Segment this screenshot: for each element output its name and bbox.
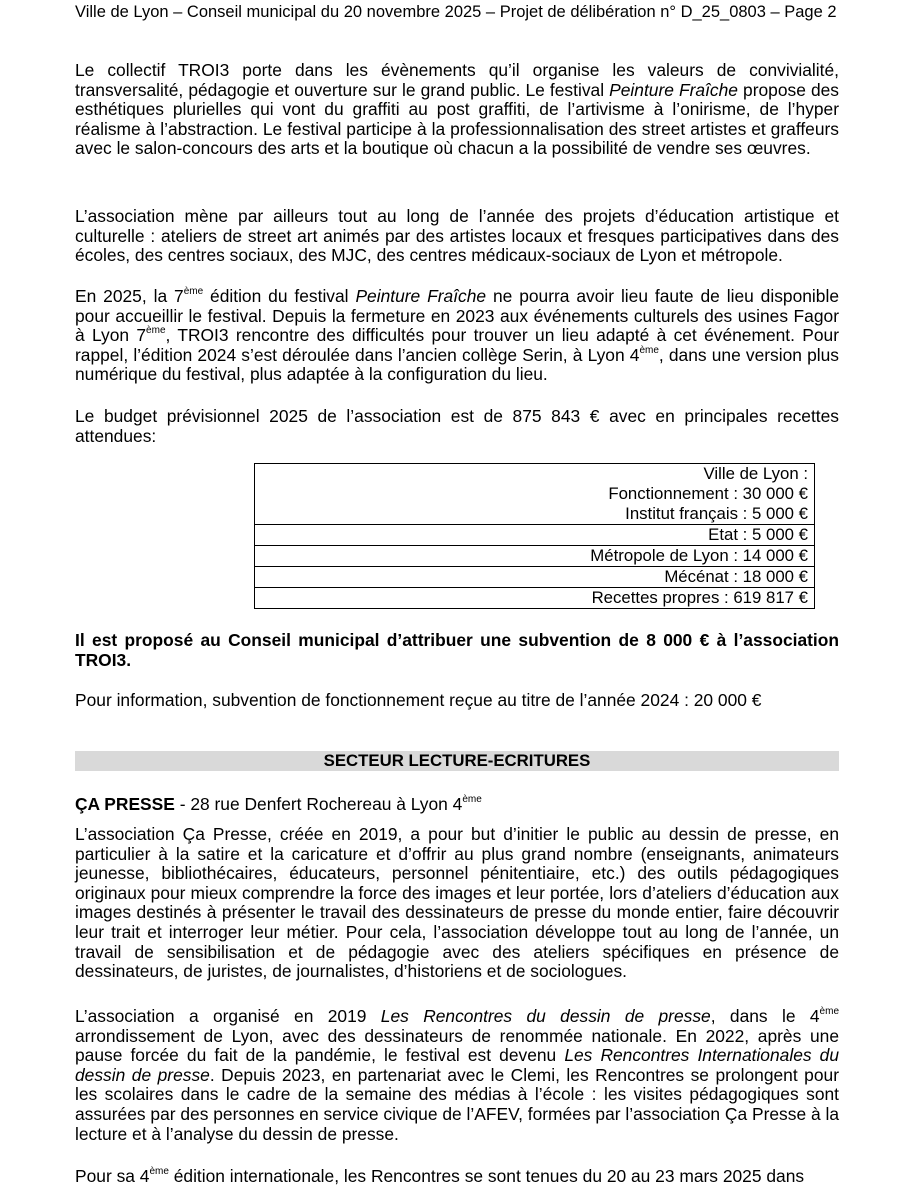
superscript: ème	[639, 344, 659, 356]
event-name: Les Rencontres Internationales du dessin de presse	[75, 1045, 839, 1085]
text: arrondissement de Lyon, avec des dessinateurs de renommée nationale. En 2022, après une pause forcée du fait de la pandémie, le festival est devenu	[75, 1025, 839, 1066]
text: En 2025, la 7	[75, 286, 184, 306]
superscript: ème	[183, 286, 204, 297]
text: , dans une version plus numérique du festival, plus adaptée à la configuration du lieu.	[75, 344, 839, 385]
text: propose des esthétiques plurielles qui vont du graffiti au post graffiti, de l’artivisme à l’onirisme, de l’hyper réalisme à l’abstraction. Le festival participe à la professionnalisation des street artistes et graffeurs avec le salon-concours des arts et la boutique où chacun a la possibilité de vendre ses œuvres.	[75, 79, 839, 159]
text: édition internationale, les Rencontres se sont tenues du 20 au 23 mars 2025 dans	[168, 1166, 805, 1186]
page-header: Ville de Lyon – Conseil municipal du 20 novembre 2025 – Projet de délibération n° D_25_0803 – Page 2	[75, 3, 837, 21]
text: Il est proposé au Conseil municipal d’attribuer une subvention de 8 000 € à l’association TROI3.	[75, 630, 839, 670]
text: Le collectif TROI3 porte dans les évènements qu’il organise les valeurs de convivialité, transversalité, pédagogie et ouverture sur le grand public. Le festival	[75, 60, 839, 100]
paragraph-education	[75, 207, 839, 266]
budget-row: Etat : 5 000 €	[255, 525, 815, 546]
association-address: - 28 rue Denfert Rochereau à Lyon 4	[174, 794, 463, 814]
superscript: ème	[149, 1166, 169, 1177]
budget-line: Ville de Lyon :	[703, 464, 808, 483]
proposal-paragraph	[75, 631, 839, 670]
superscript: ème	[819, 1006, 839, 1017]
association-name: ÇA PRESSE	[75, 794, 175, 814]
festival-name: Peinture Fraîche	[355, 286, 487, 306]
paragraph-budget	[75, 407, 839, 446]
superscript: ème	[146, 325, 166, 337]
paragraph-capresse-mission	[75, 825, 839, 982]
paragraph-festival-2025	[75, 287, 839, 385]
text: édition du festival	[203, 286, 356, 306]
budget-row: Mécénat : 18 000 €	[255, 567, 815, 588]
text: Pour information, subvention de fonctionnement reçue au titre de l’année 2024 : 20 000 €	[75, 690, 762, 710]
paragraph-rencontres	[75, 1007, 839, 1144]
text: ne pourra avoir lieu faute de lieu disponible pour accueillir le festival. Depuis la fermeture en 2023 aux événements culturels des usines Fagor à Lyon 7	[75, 286, 839, 346]
text: Le budget prévisionnel 2025 de l’association est de 875 843 € avec en principales recettes attendues:	[75, 406, 839, 446]
association-title	[75, 795, 839, 815]
budget-row: Métropole de Lyon : 14 000 €	[255, 546, 815, 567]
festival-name: Peinture Fraîche	[609, 79, 738, 100]
text: L’association mène par ailleurs tout au long de l’année des projets d’éducation artistique et culturelle : ateliers de street art animés par des artistes locaux et fresques participatives dans des écoles, des centres sociaux, des MJC, des centres médicaux-sociaux de Lyon et métropole.	[75, 206, 839, 266]
superscript: ème	[462, 794, 482, 805]
section-header: SECTEUR LECTURE-ECRITURES	[75, 751, 839, 771]
paragraph-4th-edition	[75, 1167, 839, 1187]
text: L’association a organisé en 2019	[75, 1006, 381, 1026]
text: , dans le 4	[710, 1006, 820, 1026]
text: , TROI3 rencontre des difficultés pour trouver un lieu adapté à cet événement. Pour rappel, l’édition 2024 s’est déroulée dans l’ancien collège Serin, à Lyon 4	[75, 325, 840, 365]
budget-table	[254, 463, 815, 609]
budget-group-ville-de-lyon	[255, 464, 815, 525]
text: L’association Ça Presse, créée en 2019, a pour but d’initier le public au dessin de presse, en particulier à la satire et la caricature et d’offrir au plus grand nombre (enseignants, animateurs jeunesse, bibliothécaires, éducateurs, personnel pénitentiaire, etc.) des outils pédagogiques originaux pour mieux comprendre la force des images et leur portée, lors d’ateliers d’éducation aux images destinés à présenter le travail des dessinateurs de presse du monde entier, faire découvrir leur trait et interroger leur métier. Pour cela, l’association développe tout au long de l’année, un travail de sensibilisation et de pédagogie avec des ateliers spécifiques en présence de dessinateurs, de juristes, de journalistes, d’historiens et de sociologues.	[75, 824, 839, 982]
budget-row: Recettes propres : 619 817 €	[255, 588, 815, 609]
budget-line: Fonctionnement : 30 000 €	[608, 484, 808, 503]
info-paragraph	[75, 691, 839, 711]
paragraph-troi3-values	[75, 61, 839, 159]
text: Pour sa 4	[75, 1166, 150, 1186]
budget-line: Institut français : 5 000 €	[625, 504, 808, 523]
event-name: Les Rencontres du dessin de presse	[380, 1006, 711, 1026]
text: . Depuis 2023, en partenariat avec le Clemi, les Rencontres se prolongent pour les scolaires dans le cadre de la semaine des médias à l’école : les visites pédagogiques sont assurées par des personnes en service civique de l’AFEV, formées par l’association Ça Presse à la lecture et à l’analyse du dessin de presse.	[75, 1064, 839, 1144]
